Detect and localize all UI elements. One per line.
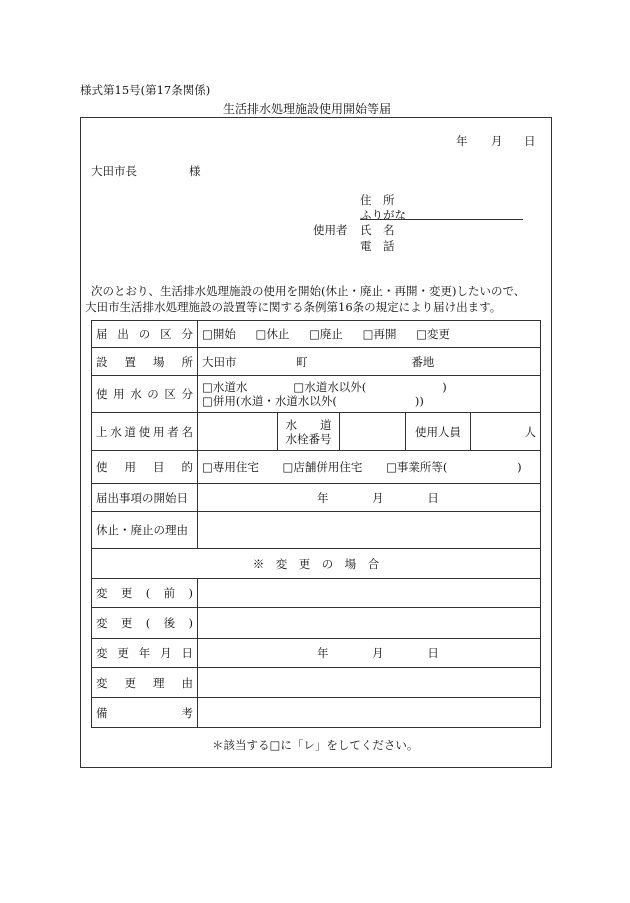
meter-label-2: 水栓番号: [285, 431, 332, 446]
change-header: ※ 変 更 の 場 合: [92, 549, 541, 579]
row-before: [92, 579, 541, 608]
change-date-field[interactable]: [198, 639, 541, 668]
change-reason-field[interactable]: [198, 668, 541, 698]
basho-field[interactable]: [198, 348, 541, 376]
kubun-options[interactable]: [198, 321, 541, 348]
applicant-role-label: 使用者: [313, 223, 348, 237]
label-before: 変 更 ( 前 ): [96, 586, 193, 600]
basho-town: 町: [296, 354, 308, 369]
label-kubun: 届 出 の 区 分: [96, 327, 193, 341]
meter-field[interactable]: [340, 413, 406, 451]
furigana-underline: [360, 219, 523, 220]
row-change-date: [92, 639, 541, 668]
row-reason: [92, 512, 541, 549]
row-user: [92, 413, 541, 451]
page-title: 生活排水処理施設使用開始等届: [223, 102, 392, 116]
row-water: [92, 376, 541, 413]
basho-banchi: 番地: [411, 354, 435, 369]
start-day: 日: [427, 490, 439, 505]
change-month: 月: [372, 646, 384, 660]
option-change[interactable]: □変更: [416, 327, 450, 341]
applicant-name-label: 氏 名: [360, 223, 395, 237]
footnote: ＊該当する□に「レ」をしてください。: [212, 738, 419, 752]
meter-label-1: 水 道: [285, 417, 332, 432]
water-opt-other-close: ): [442, 380, 447, 394]
intro-line-2: 大田市生活排水処理施設の設置等に関する条例第16条の規定により届け出ます。: [85, 300, 502, 314]
option-resume[interactable]: □再開: [362, 327, 397, 341]
label-purpose: 使 用 目 的: [96, 460, 193, 474]
label-change-date: 変 更 年 月 日: [96, 646, 193, 660]
label-start: 届出事項の開始日: [92, 484, 198, 512]
before-field[interactable]: [198, 579, 541, 608]
date-month: 月: [491, 134, 503, 148]
label-after: 変 更 ( 後 ): [96, 616, 193, 630]
basho-city: 大田市: [202, 354, 237, 369]
application-table: [91, 320, 541, 728]
row-after: [92, 608, 541, 639]
addressee-honorific: 様: [189, 164, 201, 178]
water-opt-tap[interactable]: □水道水: [202, 380, 248, 394]
meter-label: [278, 413, 340, 451]
row-change-reason: [92, 668, 541, 698]
purpose-opt-shop[interactable]: □店舗併用住宅: [282, 460, 363, 474]
water-options[interactable]: [198, 376, 541, 413]
intro-line-1: 次のとおり、生活排水処理施設の使用を開始(休止・廃止・再開・変更)したいので、: [91, 284, 526, 298]
purpose-opt-office[interactable]: □事業所等(: [386, 460, 448, 474]
purpose-options[interactable]: [198, 451, 541, 484]
purpose-opt-house[interactable]: □専用住宅: [202, 460, 259, 474]
water-opt-both[interactable]: □併用(水道・水道水以外(: [202, 394, 337, 408]
start-month: 月: [372, 490, 384, 505]
applicant-phone-label: 電 話: [360, 239, 395, 253]
user-name-field[interactable]: [198, 413, 278, 451]
row-purpose: [92, 451, 541, 484]
after-field[interactable]: [198, 608, 541, 639]
option-abolish[interactable]: □廃止: [309, 327, 343, 341]
applicant-address-label: 住 所: [360, 193, 395, 207]
option-pause[interactable]: □休止: [255, 327, 290, 341]
remarks-field[interactable]: [198, 698, 541, 728]
water-opt-other[interactable]: □水道水以外(: [293, 380, 367, 394]
count-unit: 人: [524, 424, 537, 439]
row-basho: [92, 348, 541, 376]
label-basho: 設 置 場 所: [96, 354, 193, 369]
row-kubun: [92, 321, 541, 348]
reason-field[interactable]: [198, 512, 541, 549]
row-remarks: [92, 698, 541, 728]
form-number: 様式第15号(第17条関係): [80, 83, 211, 97]
start-date-field[interactable]: [198, 484, 541, 512]
label-reason: 休止・廃止の理由: [92, 512, 198, 549]
date-day: 日: [524, 134, 536, 148]
purpose-opt-office-close: ): [517, 460, 522, 474]
addressee-mayor: 大田市長: [91, 164, 137, 178]
applicant-furigana-label: ふりがな: [360, 208, 406, 222]
count-label: 使用人員: [406, 413, 471, 451]
row-start: [92, 484, 541, 512]
change-day: 日: [427, 646, 439, 660]
option-start[interactable]: □開始: [202, 327, 236, 341]
start-year: 年: [317, 490, 329, 505]
label-water: 使 用 水 の 区 分: [96, 387, 193, 401]
label-remarks: 備 考: [96, 705, 193, 720]
count-field[interactable]: [471, 413, 541, 451]
label-change-reason: 変 更 理 由: [96, 675, 193, 690]
change-year: 年: [317, 646, 329, 660]
row-change-header: [92, 549, 541, 579]
label-user: 上 水 道 使 用 者 名: [96, 424, 193, 439]
date-year: 年: [456, 134, 468, 148]
water-opt-both-close: )): [414, 394, 424, 408]
